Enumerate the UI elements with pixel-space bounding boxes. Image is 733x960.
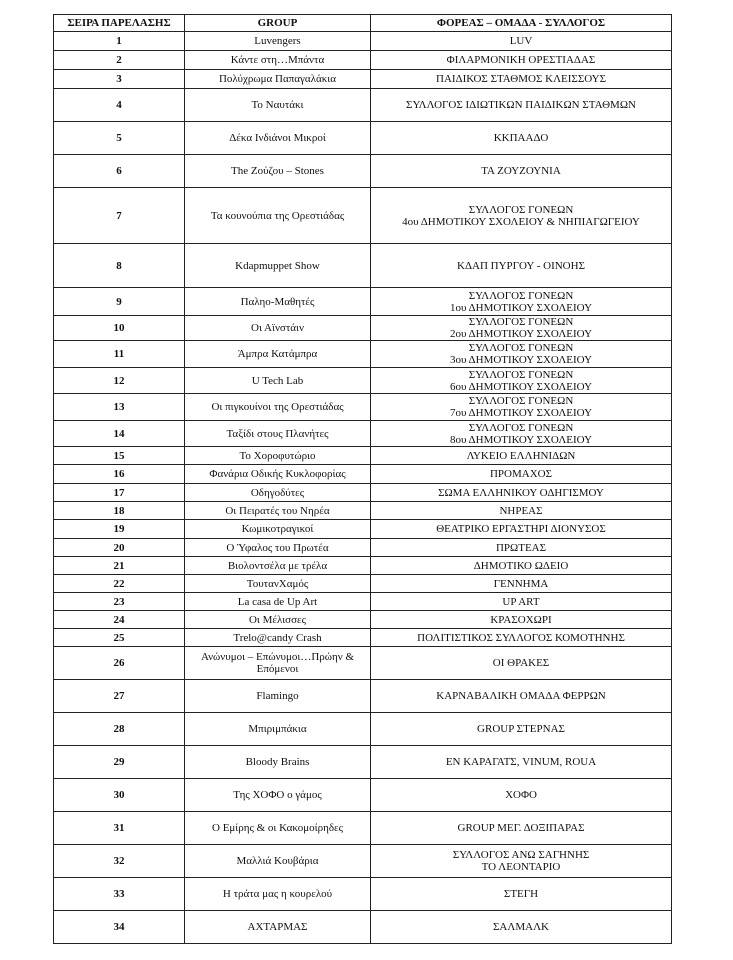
organization-line: 6ου ΔΗΜΟΤΙΚΟΥ ΣΧΟΛΕΙΟΥ xyxy=(449,380,593,393)
organization-cell xyxy=(371,288,672,316)
organization-line: ΚΔΑΠ ΠΥΡΓΟΥ - ΟΙΝΟΗΣ xyxy=(457,259,585,272)
table-row xyxy=(54,878,672,911)
parade-number: 20 xyxy=(54,539,185,557)
organization-line: 8ου ΔΗΜΟΤΙΚΟΥ ΣΧΟΛΕΙΟΥ xyxy=(449,433,593,446)
group-name: Παληο-Μαθητές xyxy=(185,288,371,316)
organization-cell xyxy=(371,878,672,911)
table-row xyxy=(54,502,672,520)
group-name: ΑΧΤΑΡΜΑΣ xyxy=(185,911,371,944)
organization-cell xyxy=(371,611,672,629)
organization-line: GROUP ΜΕΓ. ΔΟΞΙΠΑΡΑΣ xyxy=(457,822,585,834)
organization-cell xyxy=(371,465,672,484)
table-row xyxy=(54,746,672,779)
parade-number: 12 xyxy=(54,368,185,394)
table-row xyxy=(54,155,672,188)
organization-cell xyxy=(371,368,672,394)
organization-line: ΠΑΙΔΙΚΟΣ ΣΤΑΘΜΟΣ ΚΛΕΙΣΣΟΥΣ xyxy=(436,73,606,85)
group-name: Το Χοροφυτώριο xyxy=(185,447,371,465)
table-header-row xyxy=(54,15,672,32)
table-row xyxy=(54,447,672,465)
parade-number: 31 xyxy=(54,812,185,845)
parade-number: 5 xyxy=(54,122,185,155)
organization-cell xyxy=(371,575,672,593)
organization-line: LUV xyxy=(509,35,533,47)
parade-number: 24 xyxy=(54,611,185,629)
parade-number: 4 xyxy=(54,89,185,122)
organization-line: ΣΥΛΛΟΓΟΣ ΑΝΩ ΣΑΓΗΝΗΣ xyxy=(452,849,590,861)
organization-line: 1ου ΔΗΜΟΤΙΚΟΥ ΣΧΟΛΕΙΟΥ xyxy=(449,301,593,314)
parade-number: 32 xyxy=(54,845,185,878)
parade-number: 27 xyxy=(54,680,185,713)
table-row xyxy=(54,32,672,51)
organization-line: GROUP ΣΤΕΡΝΑΣ xyxy=(477,723,565,735)
organization-cell xyxy=(371,593,672,611)
organization-cell xyxy=(371,51,672,70)
organization-line: ΝΗΡΕΑΣ xyxy=(499,504,543,517)
organization-line: UP ART xyxy=(502,595,540,608)
parade-number: 17 xyxy=(54,484,185,502)
table-row xyxy=(54,288,672,316)
table-row xyxy=(54,845,672,878)
group-name: Luvengers xyxy=(185,32,371,51)
organization-line: ΣΑΛΜΑΛΚ xyxy=(493,921,549,933)
organization-cell xyxy=(371,394,672,421)
organization-line: ΠΡΟΜΑΧΟΣ xyxy=(489,468,553,480)
organization-line: ΛΥΚΕΙΟ ΕΛΛΗΝΙΔΩΝ xyxy=(466,449,576,462)
parade-number: 33 xyxy=(54,878,185,911)
group-name: Οι Αϊνστάιν xyxy=(185,316,371,341)
table-row xyxy=(54,713,672,746)
parade-number: 19 xyxy=(54,520,185,539)
organization-line: ΠΡΩΤΕΑΣ xyxy=(495,541,547,554)
group-name: Οι Πειρατές του Νηρέα xyxy=(185,502,371,520)
group-name: Bloody Brains xyxy=(185,746,371,779)
group-name: Βιολοντσέλα με τρέλα xyxy=(185,557,371,575)
table-row xyxy=(54,244,672,288)
organization-line: ΟΙ ΘΡΑΚΕΣ xyxy=(492,657,550,669)
organization-cell xyxy=(371,557,672,575)
parade-number: 26 xyxy=(54,647,185,680)
header-group: GROUP xyxy=(185,15,371,32)
group-name: Ο Ύφαλος του Πρωτέα xyxy=(185,539,371,557)
organization-line: ΣΥΛΛΟΓΟΣ ΓΟΝΕΩΝ xyxy=(468,342,574,354)
header-organization: ΦΟΡΕΑΣ – ΟΜΑΔΑ - ΣΥΛΛΟΓΟΣ xyxy=(371,15,672,32)
organization-cell xyxy=(371,629,672,647)
parade-number: 28 xyxy=(54,713,185,746)
table-row xyxy=(54,812,672,845)
organization-cell xyxy=(371,484,672,502)
group-name: Δέκα Ινδιάνοι Μικροί xyxy=(185,122,371,155)
organization-line: ΣΥΛΛΟΓΟΣ ΓΟΝΕΩΝ xyxy=(468,368,574,381)
organization-line: ΤΑ ΖΟΥΖΟΥΝΙΑ xyxy=(481,165,561,177)
parade-number: 34 xyxy=(54,911,185,944)
organization-cell xyxy=(371,341,672,368)
organization-line: ΚΚΠΑΑΔΟ xyxy=(493,132,549,144)
group-name: Kdapmuppet Show xyxy=(185,244,371,288)
table-row xyxy=(54,484,672,502)
parade-number: 2 xyxy=(54,51,185,70)
organization-line: ΣΥΛΛΟΓΟΣ ΓΟΝΕΩΝ xyxy=(468,421,574,434)
table-row xyxy=(54,557,672,575)
group-name: Οι πιγκουίνοι της Ορεστιάδας xyxy=(185,394,371,421)
parade-number: 6 xyxy=(54,155,185,188)
organization-cell xyxy=(371,680,672,713)
parade-number: 22 xyxy=(54,575,185,593)
group-name: Μπιριμπάκια xyxy=(185,713,371,746)
organization-line: ΧΟΦΟ xyxy=(505,789,537,801)
organization-line: 2ου ΔΗΜΟΤΙΚΟΥ ΣΧΟΛΕΙΟΥ xyxy=(449,328,593,340)
group-name: Τα κουνούπια της Ορεστιάδας xyxy=(185,188,371,244)
table-row xyxy=(54,465,672,484)
organization-cell xyxy=(371,779,672,812)
organization-line: ΘΕΑΤΡΙΚΟ ΕΡΓΑΣΤΗΡΙ ΔΙΟΝΥΣΟΣ xyxy=(436,523,606,535)
organization-cell xyxy=(371,713,672,746)
parade-number: 29 xyxy=(54,746,185,779)
organization-line: ΔΗΜΟΤΙΚΟ ΩΔΕΙΟ xyxy=(473,559,569,572)
group-name: Ανώνυμοι – Επώνυμοι…Πρώην & Επόμενοι xyxy=(185,647,371,680)
group-name: Της ΧΟΦΟ ο γάμος xyxy=(185,779,371,812)
parade-number: 15 xyxy=(54,447,185,465)
group-name: Trelo@candy Crash xyxy=(185,629,371,647)
parade-number: 18 xyxy=(54,502,185,520)
organization-line: ΦΙΛΑΡΜΟΝΙΚΗ ΟΡΕΣΤΙΑΔΑΣ xyxy=(446,54,596,66)
table-row xyxy=(54,779,672,812)
organization-cell xyxy=(371,70,672,89)
table-row xyxy=(54,539,672,557)
organization-cell xyxy=(371,244,672,288)
parade-number: 11 xyxy=(54,341,185,368)
table-row xyxy=(54,188,672,244)
organization-cell xyxy=(371,502,672,520)
table-row xyxy=(54,70,672,89)
table-row xyxy=(54,421,672,447)
organization-line: ΚΑΡΝΑΒΑΛΙΚΗ ΟΜΑΔΑ ΦΕΡΡΩΝ xyxy=(436,690,606,702)
organization-line: ΣΥΛΛΟΓΟΣ ΓΟΝΕΩΝ xyxy=(468,316,574,328)
parade-number: 1 xyxy=(54,32,185,51)
parade-number: 21 xyxy=(54,557,185,575)
organization-cell xyxy=(371,32,672,51)
organization-line: ΚΡΑΣΟΧΩΡΙ xyxy=(490,613,552,626)
group-name: ΤουτανΧαμός xyxy=(185,575,371,593)
organization-cell xyxy=(371,316,672,341)
organization-line: ΓΕΝΝΗΜΑ xyxy=(493,577,549,590)
group-name: Κωμικοτραγικοί xyxy=(185,520,371,539)
organization-cell xyxy=(371,746,672,779)
organization-cell xyxy=(371,122,672,155)
organization-line: 3ου ΔΗΜΟΤΙΚΟΥ ΣΧΟΛΕΙΟΥ xyxy=(449,354,593,366)
organization-cell xyxy=(371,447,672,465)
organization-cell xyxy=(371,647,672,680)
table-row xyxy=(54,575,672,593)
group-name: Οδηγοδύτες xyxy=(185,484,371,502)
table-row xyxy=(54,647,672,680)
organization-line: ΣΥΛΛΟΓΟΣ ΓΟΝΕΩΝ xyxy=(468,395,574,407)
organization-line: ΠΟΛΙΤΙΣΤΙΚΟΣ ΣΥΛΛΟΓΟΣ ΚΟΜΟΤΗΝΗΣ xyxy=(417,631,625,644)
group-name: The Ζούζου – Stones xyxy=(185,155,371,188)
parade-number: 7 xyxy=(54,188,185,244)
organization-cell xyxy=(371,421,672,447)
table-row xyxy=(54,51,672,70)
parade-number: 9 xyxy=(54,288,185,316)
table-row xyxy=(54,911,672,944)
table-row xyxy=(54,341,672,368)
parade-number: 30 xyxy=(54,779,185,812)
group-name: Άμπρα Κατάμπρα xyxy=(185,341,371,368)
parade-number: 13 xyxy=(54,394,185,421)
table-row xyxy=(54,629,672,647)
parade-number: 23 xyxy=(54,593,185,611)
table-row xyxy=(54,89,672,122)
organization-line: ΣΩΜΑ ΕΛΛΗΝΙΚΟΥ ΟΔΗΓΙΣΜΟΥ xyxy=(438,486,604,499)
parade-number: 25 xyxy=(54,629,185,647)
organization-line: ΕΝ ΚΑΡΑΓΑΤΣ, VINUM, ROUA xyxy=(445,756,597,768)
table-row xyxy=(54,611,672,629)
group-name: Ο Εμίρης & οι Κακομοίρηδες xyxy=(185,812,371,845)
organization-cell xyxy=(371,845,672,878)
table-row xyxy=(54,593,672,611)
group-name: Μαλλιά Κουβάρια xyxy=(185,845,371,878)
table-body xyxy=(54,32,672,944)
organization-line: ΤΟ ΛΕΟΝΤΑΡΙΟ xyxy=(481,861,561,873)
organization-line: 7ου ΔΗΜΟΤΙΚΟΥ ΣΧΟΛΕΙΟΥ xyxy=(449,407,593,419)
group-name: La casa de Up Art xyxy=(185,593,371,611)
table-row xyxy=(54,394,672,421)
organization-cell xyxy=(371,188,672,244)
group-name: U Tech Lab xyxy=(185,368,371,394)
organization-line: 4ου ΔΗΜΟΤΙΚΟΥ ΣΧΟΛΕΙΟΥ & ΝΗΠΙΑΓΩΓΕΙΟΥ xyxy=(402,215,640,228)
group-name: Φανάρια Οδικής Κυκλοφορίας xyxy=(185,465,371,484)
organization-cell xyxy=(371,911,672,944)
parade-number: 8 xyxy=(54,244,185,288)
organization-cell xyxy=(371,539,672,557)
table-row xyxy=(54,368,672,394)
table-row xyxy=(54,122,672,155)
header-parade-order: ΣΕΙΡΑ ΠΑΡΕΛΑΣΗΣ xyxy=(54,15,185,32)
group-name: Οι Μέλισσες xyxy=(185,611,371,629)
organization-line: ΣΥΛΛΟΓΟΣ ΓΟΝΕΩΝ xyxy=(468,289,574,302)
parade-number: 16 xyxy=(54,465,185,484)
organization-cell xyxy=(371,812,672,845)
organization-line: ΣΤΕΓΗ xyxy=(503,888,539,900)
organization-line: ΣΥΛΛΟΓΟΣ ΓΟΝΕΩΝ xyxy=(468,203,574,216)
organization-cell xyxy=(371,520,672,539)
group-name: Πολύχρωμα Παπαγαλάκια xyxy=(185,70,371,89)
group-name: Flamingo xyxy=(185,680,371,713)
parade-number: 14 xyxy=(54,421,185,447)
group-name: Ταξίδι στους Πλανήτες xyxy=(185,421,371,447)
parade-order-table xyxy=(53,14,672,944)
organization-cell xyxy=(371,89,672,122)
parade-number: 10 xyxy=(54,316,185,341)
organization-line: ΣΥΛΛΟΓΟΣ ΙΔΙΩΤΙΚΩΝ ΠΑΙΔΙΚΩΝ ΣΤΑΘΜΩΝ xyxy=(406,99,636,111)
table-row xyxy=(54,520,672,539)
organization-cell xyxy=(371,155,672,188)
group-name: Το Ναυτάκι xyxy=(185,89,371,122)
table-row xyxy=(54,316,672,341)
parade-number: 3 xyxy=(54,70,185,89)
table-row xyxy=(54,680,672,713)
group-name: Η τράτα μας η κουρελού xyxy=(185,878,371,911)
group-name: Κάντε στη…Μπάντα xyxy=(185,51,371,70)
